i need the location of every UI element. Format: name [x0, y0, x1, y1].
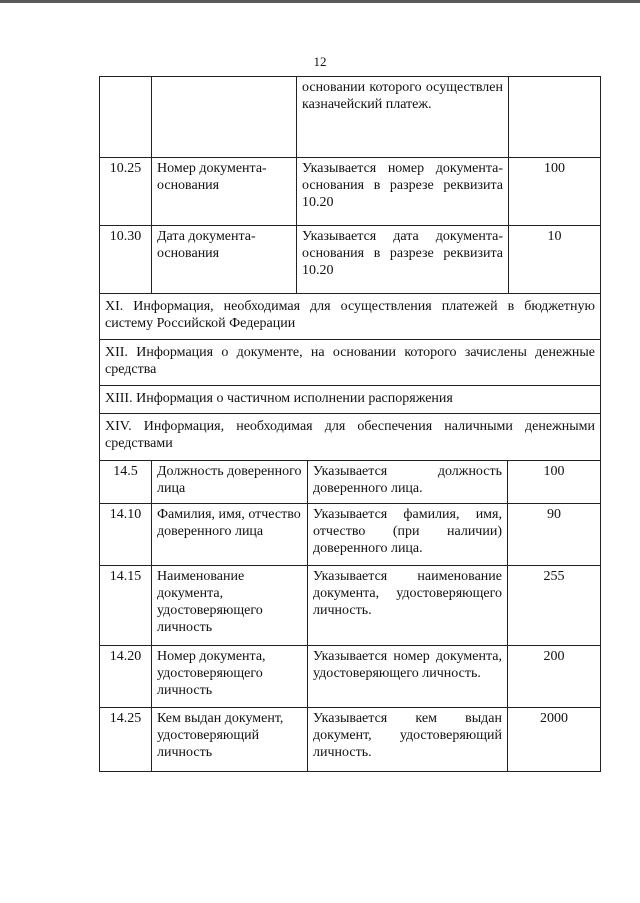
row-number: 14.25 — [100, 708, 152, 771]
row-description: Указывается номер документа-основания в разрезе реквизита 10.20 — [297, 158, 509, 225]
table-row — [100, 158, 601, 226]
page-number: 12 — [313, 54, 327, 69]
section-row — [100, 386, 601, 414]
row-length: 100 — [508, 461, 601, 503]
row-description: Указывается дата документа-основания в разрезе реквизита 10.20 — [297, 226, 509, 293]
table-row — [100, 504, 601, 566]
row-length: 100 — [509, 158, 601, 225]
section-heading: XIII. Информация о частичном исполнении распоряжения — [100, 386, 601, 413]
row-name: Номер документа-основания — [152, 158, 297, 225]
row-number: 14.10 — [100, 504, 152, 565]
row-length: 200 — [508, 646, 601, 707]
row-description: Указывается наименование документа, удостоверяющего личность. — [308, 566, 508, 645]
table-row — [100, 77, 601, 158]
section-heading: XII. Информация о документе, на основании которого зачислены денежные средства — [100, 340, 601, 385]
requisites-table — [99, 76, 601, 772]
row-name: Фамилия, имя, отчество доверенного лица — [152, 504, 308, 565]
section-row — [100, 294, 601, 340]
row-name — [152, 77, 297, 157]
table-row — [100, 566, 601, 646]
row-description: Указывается должность доверенного лица. — [308, 461, 508, 503]
row-length: 255 — [508, 566, 601, 645]
row-number: 14.5 — [100, 461, 152, 503]
row-number: 10.30 — [100, 226, 152, 293]
row-description: Указывается фамилия, имя, отчество (при наличии) доверенного лица. — [308, 504, 508, 565]
row-description: Указывается номер документа, удостоверяющего личность. — [308, 646, 508, 707]
row-length — [509, 77, 601, 157]
row-description: основании которого осуществлен казначейский платеж. — [297, 77, 509, 157]
row-number: 14.20 — [100, 646, 152, 707]
section-row — [100, 340, 601, 386]
table-row — [100, 226, 601, 294]
row-name: Кем выдан документ, удостоверяющий личность — [152, 708, 308, 771]
row-name: Должность доверенного лица — [152, 461, 308, 503]
table-row — [100, 708, 601, 772]
section-heading: XI. Информация, необходимая для осуществления платежей в бюджетную систему Российской Федерации — [100, 294, 601, 339]
section-heading: XIV. Информация, необходимая для обеспечения наличными денежными средствами — [100, 414, 601, 460]
table-row — [100, 461, 601, 504]
row-number — [100, 77, 152, 157]
row-description: Указывается кем выдан документ, удостоверяющий личность. — [308, 708, 508, 771]
row-length: 10 — [509, 226, 601, 293]
page-top-edge — [0, 0, 640, 3]
row-name: Номер документа, удостоверяющего личность — [152, 646, 308, 707]
row-number: 10.25 — [100, 158, 152, 225]
row-length: 2000 — [508, 708, 601, 771]
section-row — [100, 414, 601, 461]
table-row — [100, 646, 601, 708]
row-name: Дата документа-основания — [152, 226, 297, 293]
row-length: 90 — [508, 504, 601, 565]
row-name: Наименование документа, удостоверяющего личность — [152, 566, 308, 645]
row-number: 14.15 — [100, 566, 152, 645]
